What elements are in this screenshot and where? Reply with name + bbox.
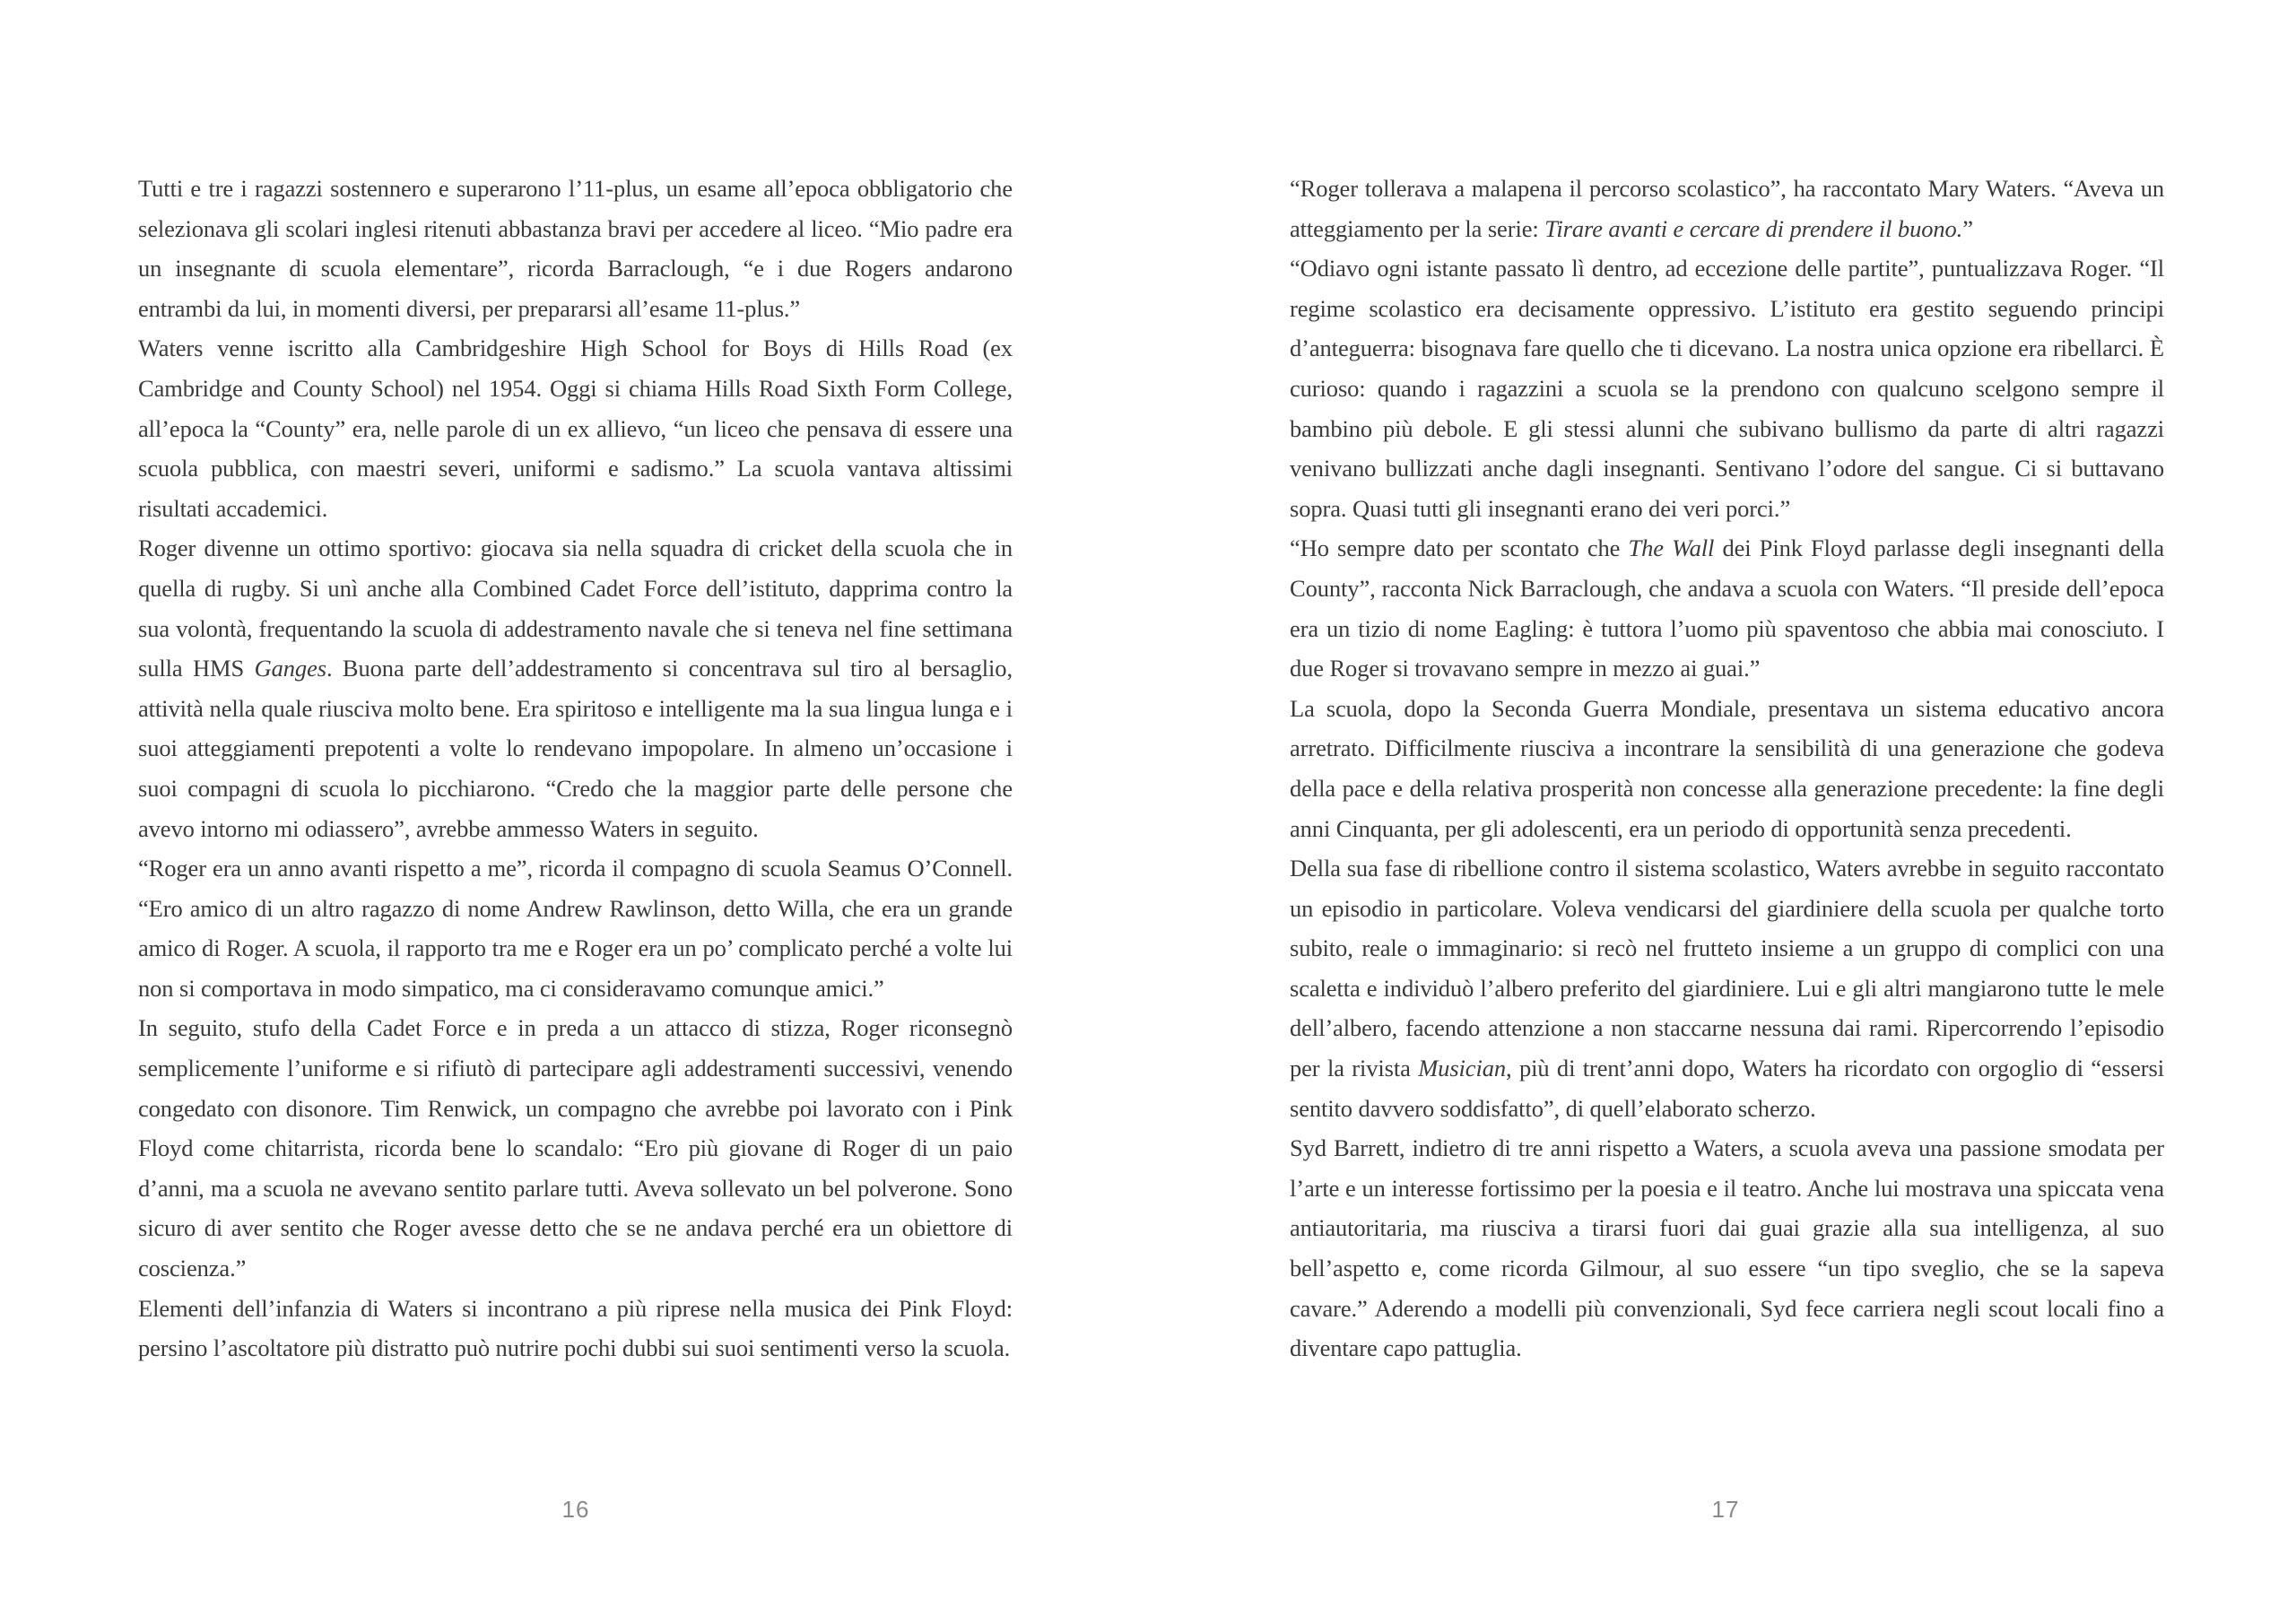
- paragraph: Della sua fase di ribellione contro il sistema scolastico, Waters avrebbe in seguito raccontato un episodio in particolare. Voleva vendicarsi del giardiniere della scuola per qualche torto subito, reale o immaginario: si recò nel frutteto insieme a un gruppo di complici con una scaletta e individuò l’albero preferito del giardiniere. Lui e gli altri mangiarono tutte le mele dell’albero, facendo attenzione a non staccarne nessuna dai rami. Ripercorrendo l’episodio per la rivista Musician, più di trent’anni dopo, Waters ha ricordato con orgoglio di “essersi sentito davvero soddisfatto”, di quell’elaborato scherzo.: [1290, 855, 2164, 1122]
- paragraph: “Roger era un anno avanti rispetto a me”, ricorda il compagno di scuola Seamus O’Connell. “Ero amico di un altro ragazzo di nome Andrew Rawlinson, detto Willa, che era un grande amico di Roger. A scuola, il rapporto tra me e Roger era un po’ complicato perché a volte lui non si comportava in modo simpatico, ma ci consideravamo comunque amici.”: [138, 855, 1013, 1002]
- paragraph: In seguito, stufo della Cadet Force e in preda a un attacco di stizza, Roger riconsegnò semplicemente l’uniforme e si rifiutò di partecipare agli addestramenti successivi, venendo congedato con disonore. Tim Renwick, un compagno che avrebbe poi lavorato con i Pink Floyd come chitarrista, ricorda bene lo scandalo: “Ero più giovane di Roger di un paio d’anni, ma a scuola ne avevano sentito parlare tutti. Aveva sollevato un bel polverone. Sono sicuro di aver sentito che Roger avesse detto che se ne andava perché era un obiettore di coscienza.”: [138, 1014, 1013, 1282]
- page-number: 17: [1711, 1496, 1740, 1523]
- right-page: [1148, 0, 2296, 1607]
- left-page-text: [138, 169, 1013, 1368]
- page-number: 16: [561, 1496, 590, 1523]
- ship-name: Ganges: [254, 655, 326, 682]
- paragraph: Elementi dell’infanzia di Waters si incontrano a più riprese nella musica dei Pink Floyd: persino l’ascoltatore più distratto può nutrire pochi dubbi sui suoi sentimenti verso la scuola.: [138, 1294, 1013, 1362]
- paragraph: “Ho sempre dato per scontato che The Wall dei Pink Floyd parlasse degli insegnanti della County”, racconta Nick Barraclough, che andava a scuola con Waters. “Il preside dell’epoca era un tizio di nome Eagling: è tuttora l’uomo più spaventoso che abbia mai conosciuto. I due Roger si trovavano sempre in mezzo ai guai.”: [1290, 534, 2164, 682]
- paragraph: La scuola, dopo la Seconda Guerra Mondiale, presentava un sistema educativo ancora arretrato. Difficilmente riusciva a incontrare la sensibilità di una generazione che godeva della pace e della relativa prosperità non concesse alla generazione precedente: la fine degli anni Cinquanta, per gli adolescenti, era un periodo di opportunità senza precedenti.: [1290, 694, 2164, 842]
- right-page-text: [1290, 169, 2164, 1368]
- paragraph: “Roger tollerava a malapena il percorso scolastico”, ha raccontato Mary Waters. “Aveva un atteggiamento per la serie: Tirare avanti e cercare di prendere il buono.”: [1290, 175, 2164, 242]
- magazine-title: Musician: [1418, 1055, 1507, 1082]
- paragraph: Syd Barrett, indietro di tre anni rispetto a Waters, a scuola aveva una passione smodata per l’arte e un interesse fortissimo per la poesia e il teatro. Anche lui mostrava una spiccata vena antiautoritaria, ma riusciva a tirarsi fuori dai guai grazie alla sua intelligenza, al suo bell’aspetto e, come ricorda Gilmour, al suo essere “un tipo sveglio, che se la sapeva cavare.” Aderendo a modelli più convenzionali, Syd fece carriera negli scout locali fino a diventare capo pattuglia.: [1290, 1134, 2164, 1362]
- paragraph: Tutti e tre i ragazzi sostennero e superarono l’11-plus, un esame all’epoca obbligatorio che selezionava gli scolari inglesi ritenuti abbastanza bravi per accedere al liceo. “Mio padre era un insegnante di scuola elementare”, ricorda Barraclough, “e i due Rogers andarono entrambi da lui, in momenti diversi, per prepararsi all’esame 11-plus.”: [138, 175, 1013, 322]
- paragraph: Waters venne iscritto alla Cambridgeshire High School for Boys di Hills Road (ex Cambridge and County School) nel 1954. Oggi si chiama Hills Road Sixth Form College, all’epoca la “County” era, nelle parole di un ex allievo, “un liceo che pensava di essere una scuola pubblica, con maestri severi, uniformi e sadismo.” La scuola vantava altissimi risultati accademici.: [138, 334, 1013, 522]
- quoted-phrase: Tirare avanti e cercare di prendere il buono.: [1544, 214, 1963, 242]
- paragraph: “Odiavo ogni istante passato lì dentro, ad eccezione delle partite”, puntualizzava Roger. “Il regime scolastico era decisamente oppressivo. L’istituto era gestito seguendo principi d’anteguerra: bisognava fare quello che ti dicevano. La nostra unica opzione era ribellarci. È curioso: quando i ragazzini a scuola se la prendono con qualcuno scelgono sempre il bambino più debole. E gli stessi alunni che subivano bullismo da parte di altri ragazzi venivano bullizzati anche dagli insegnanti. Sentivano l’odore del sangue. Ci si buttavano sopra. Quasi tutti gli insegnanti erano dei veri porci.”: [1290, 255, 2164, 522]
- album-title: The Wall: [1628, 534, 1715, 562]
- paragraph: Roger divenne un ottimo sportivo: giocava sia nella squadra di cricket della scuola che in quella di rugby. Si unì anche alla Combined Cadet Force dell’istituto, dapprima contro la sua volontà, frequentando la scuola di addestramento navale che si teneva nel fine settimana sulla HMS Ganges. Buona parte dell’addestramento si concentrava sul tiro al bersaglio, attività nella quale riusciva molto bene. Era spiritoso e intelligente ma la sua lingua lunga e i suoi atteggiamenti prepotenti a volte lo rendevano impopolare. In almeno un’occasione i suoi compagni di scuola lo picchiarono. “Credo che la maggior parte delle persone che avevo intorno mi odiassero”, avrebbe ammesso Waters in seguito.: [138, 534, 1013, 842]
